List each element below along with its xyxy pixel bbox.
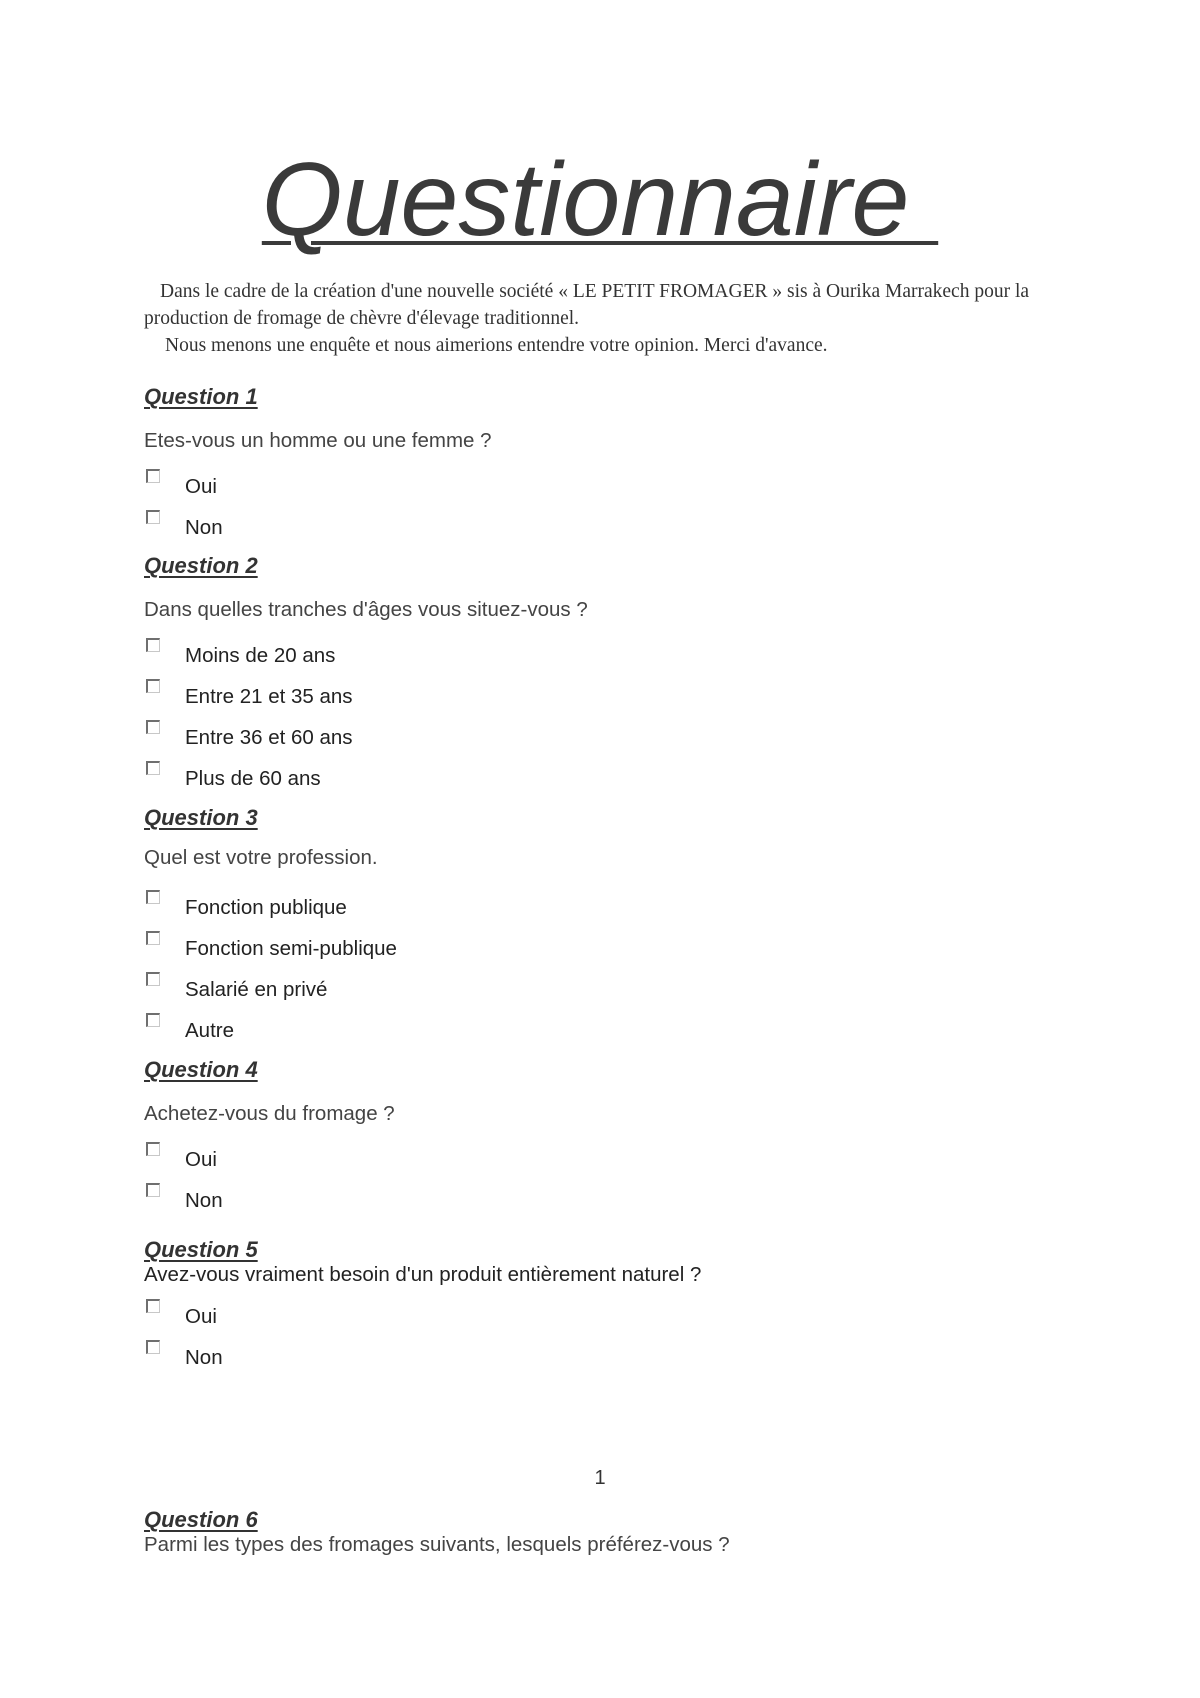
option-oui[interactable] — [144, 469, 744, 499]
option-label: Non — [185, 1346, 223, 1369]
option-autre[interactable] — [144, 1013, 744, 1043]
option-label: Oui — [185, 475, 217, 498]
question-text: Avez-vous vraiment besoin d'un produit entièrement naturel ? — [144, 1263, 702, 1286]
checkbox[interactable] — [146, 761, 160, 775]
question-text: Dans quelles tranches d'âges vous situez-vous ? — [144, 598, 588, 621]
question-3 — [144, 805, 1144, 1042]
question-1 — [144, 384, 1144, 539]
question-text: Quel est votre profession. — [144, 846, 378, 869]
question-2 — [144, 553, 1144, 790]
option-salarie-en-prive[interactable] — [144, 972, 744, 1002]
option-oui[interactable] — [144, 1299, 744, 1329]
option-non[interactable] — [144, 1183, 744, 1213]
option-entre-21-et-35-ans[interactable] — [144, 679, 744, 709]
option-plus-de-60-ans[interactable] — [144, 761, 744, 791]
question-6 — [144, 1507, 1144, 1556]
option-label: Moins de 20 ans — [185, 644, 336, 667]
question-heading: Question 2 — [144, 553, 258, 578]
checkbox[interactable] — [146, 972, 160, 986]
intro-paragraph — [144, 278, 1064, 359]
checkbox[interactable] — [146, 931, 160, 945]
question-text: Etes-vous un homme ou une femme ? — [144, 429, 492, 452]
option-oui[interactable] — [144, 1142, 744, 1172]
question-heading: Question 5 — [144, 1237, 258, 1262]
question-heading: Question 3 — [144, 805, 258, 830]
option-non[interactable] — [144, 1340, 744, 1370]
question-4 — [144, 1057, 1144, 1212]
question-5 — [144, 1237, 1144, 1369]
option-label: Plus de 60 ans — [185, 767, 321, 790]
option-label: Fonction semi-publique — [185, 937, 397, 960]
intro-line-1: Dans le cadre de la création d'une nouvelle société « LE PETIT FROMAGER » sis à Ourika Marrakech pour la production de fromage de chèvre d'élevage traditionnel. — [144, 281, 1030, 329]
option-moins-de-20-ans[interactable] — [144, 638, 744, 668]
checkbox[interactable] — [146, 1340, 160, 1354]
checkbox[interactable] — [146, 679, 160, 693]
checkbox[interactable] — [146, 1299, 160, 1313]
option-label: Entre 36 et 60 ans — [185, 726, 353, 749]
option-non[interactable] — [144, 510, 744, 540]
question-heading: Question 4 — [144, 1057, 258, 1082]
option-label: Oui — [185, 1305, 217, 1328]
page-number: 1 — [594, 1467, 606, 1489]
checkbox[interactable] — [146, 510, 160, 524]
document-title: Questionnaire — [261, 142, 939, 258]
option-label: Non — [185, 516, 223, 539]
checkbox[interactable] — [146, 1142, 160, 1156]
checkbox[interactable] — [146, 720, 160, 734]
question-text: Achetez-vous du fromage ? — [144, 1102, 395, 1125]
checkbox[interactable] — [146, 1183, 160, 1197]
option-label: Non — [185, 1189, 223, 1212]
option-label: Entre 21 et 35 ans — [185, 685, 353, 708]
checkbox[interactable] — [146, 469, 160, 483]
question-heading: Question 1 — [144, 384, 258, 409]
checkbox[interactable] — [146, 1013, 160, 1027]
option-label: Salarié en privé — [185, 978, 328, 1001]
option-fonction-publique[interactable] — [144, 890, 744, 920]
intro-line-2: Nous menons une enquête et nous aimerions entendre votre opinion. Merci d'avance. — [165, 335, 828, 356]
option-label: Autre — [185, 1019, 234, 1042]
option-label: Fonction publique — [185, 896, 347, 919]
option-fonction-semi-publique[interactable] — [144, 931, 744, 961]
question-heading: Question 6 — [144, 1507, 258, 1532]
option-entre-36-et-60-ans[interactable] — [144, 720, 744, 750]
checkbox[interactable] — [146, 890, 160, 904]
option-label: Oui — [185, 1148, 217, 1171]
checkbox[interactable] — [146, 638, 160, 652]
question-text: Parmi les types des fromages suivants, lesquels préférez-vous ? — [144, 1533, 730, 1556]
